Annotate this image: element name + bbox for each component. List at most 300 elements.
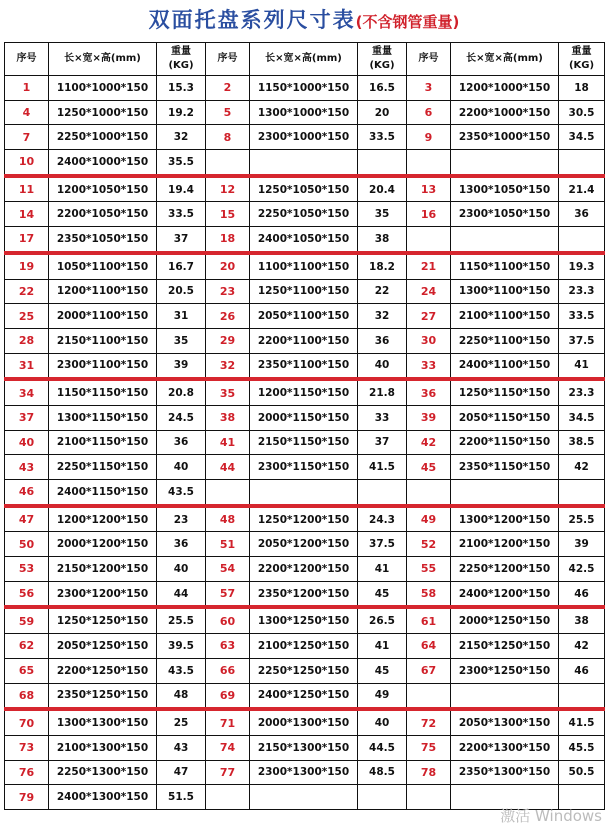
seq-cell: 22 xyxy=(5,279,49,304)
size-cell: 2100*1100*150 xyxy=(451,304,559,329)
size-cell: 2300*1200*150 xyxy=(49,581,157,607)
weight-cell: 25.5 xyxy=(157,607,206,633)
page-title xyxy=(0,0,608,40)
size-cell: 2400*1100*150 xyxy=(451,353,559,379)
weight-cell: 20 xyxy=(358,100,407,125)
header-row xyxy=(5,43,605,76)
size-cell: 2350*1000*150 xyxy=(451,125,559,150)
table-row xyxy=(5,227,605,253)
size-cell: 1300*1200*150 xyxy=(451,506,559,532)
seq-cell: 50 xyxy=(5,532,49,557)
size-cell: 1300*1000*150 xyxy=(250,100,358,125)
weight-cell: 21.4 xyxy=(559,176,605,202)
weight-cell: 44 xyxy=(157,581,206,607)
weight-cell: 15.3 xyxy=(157,76,206,101)
weight-cell: 24.3 xyxy=(358,506,407,532)
size-cell: 2100*1300*150 xyxy=(49,735,157,760)
seq-cell: 20 xyxy=(206,253,250,279)
seq-cell: 15 xyxy=(206,202,250,227)
size-cell: 1300*1150*150 xyxy=(49,405,157,430)
size-cell: 1300*1100*150 xyxy=(451,279,559,304)
seq-cell: 55 xyxy=(407,557,451,582)
weight-cell: 41.5 xyxy=(358,455,407,480)
seq-cell: 37 xyxy=(5,405,49,430)
seq-cell: 23 xyxy=(206,279,250,304)
seq-cell: 52 xyxy=(407,532,451,557)
size-cell: 2350*1150*150 xyxy=(451,455,559,480)
seq-cell xyxy=(206,480,250,506)
size-cell: 2400*1000*150 xyxy=(49,150,157,176)
seq-cell: 62 xyxy=(5,634,49,659)
weight-cell: 33.5 xyxy=(358,125,407,150)
weight-cell xyxy=(559,480,605,506)
seq-cell: 14 xyxy=(5,202,49,227)
size-cell: 2000*1200*150 xyxy=(49,532,157,557)
weight-cell: 40 xyxy=(358,353,407,379)
weight-cell: 35 xyxy=(358,202,407,227)
size-cell: 2400*1050*150 xyxy=(250,227,358,253)
weight-cell: 50.5 xyxy=(559,760,605,785)
header-weight-label: 重量 xyxy=(372,46,392,57)
weight-cell: 37.5 xyxy=(559,328,605,353)
size-cell: 2150*1150*150 xyxy=(250,430,358,455)
seq-cell: 48 xyxy=(206,506,250,532)
seq-cell: 40 xyxy=(5,430,49,455)
seq-cell: 2 xyxy=(206,76,250,101)
size-cell: 2300*1300*150 xyxy=(250,760,358,785)
header-weight-label: 重量 xyxy=(571,46,592,57)
size-cell: 2250*1150*150 xyxy=(49,455,157,480)
size-cell: 2000*1300*150 xyxy=(250,709,358,735)
seq-cell: 13 xyxy=(407,176,451,202)
size-cell: 1250*1100*150 xyxy=(250,279,358,304)
table-row xyxy=(5,735,605,760)
seq-cell: 17 xyxy=(5,227,49,253)
size-cell: 2400*1300*150 xyxy=(49,785,157,810)
size-cell: 1250*1200*150 xyxy=(250,506,358,532)
weight-cell: 25.5 xyxy=(559,506,605,532)
table-row xyxy=(5,607,605,633)
weight-cell: 36 xyxy=(358,328,407,353)
header-size: 长×宽×高(mm) xyxy=(451,43,559,76)
size-cell: 1150*1150*150 xyxy=(49,379,157,405)
seq-cell: 36 xyxy=(407,379,451,405)
seq-cell xyxy=(206,785,250,810)
size-cell: 2350*1200*150 xyxy=(250,581,358,607)
weight-cell: 43.5 xyxy=(157,480,206,506)
size-cell: 1250*1250*150 xyxy=(49,607,157,633)
size-cell: 1250*1150*150 xyxy=(451,379,559,405)
table-row xyxy=(5,125,605,150)
seq-cell: 11 xyxy=(5,176,49,202)
seq-cell: 75 xyxy=(407,735,451,760)
seq-cell: 79 xyxy=(5,785,49,810)
header-seq: 序号 xyxy=(206,43,250,76)
seq-cell: 77 xyxy=(206,760,250,785)
seq-cell: 9 xyxy=(407,125,451,150)
seq-cell: 35 xyxy=(206,379,250,405)
seq-cell: 16 xyxy=(407,202,451,227)
table-row xyxy=(5,353,605,379)
weight-cell: 20.4 xyxy=(358,176,407,202)
seq-cell: 60 xyxy=(206,607,250,633)
size-cell: 2250*1100*150 xyxy=(451,328,559,353)
weight-cell xyxy=(559,150,605,176)
seq-cell: 32 xyxy=(206,353,250,379)
seq-cell: 29 xyxy=(206,328,250,353)
weight-cell: 48.5 xyxy=(358,760,407,785)
size-cell: 2250*1000*150 xyxy=(49,125,157,150)
size-cell: 2200*1050*150 xyxy=(49,202,157,227)
seq-cell: 64 xyxy=(407,634,451,659)
weight-cell: 45 xyxy=(358,581,407,607)
size-cell: 2050*1100*150 xyxy=(250,304,358,329)
weight-cell: 44.5 xyxy=(358,735,407,760)
seq-cell: 44 xyxy=(206,455,250,480)
size-cell: 1300*1050*150 xyxy=(451,176,559,202)
weight-cell: 37 xyxy=(157,227,206,253)
weight-cell: 20.8 xyxy=(157,379,206,405)
size-cell: 2000*1150*150 xyxy=(250,405,358,430)
pallet-size-table xyxy=(4,42,605,810)
size-cell: 2200*1100*150 xyxy=(250,328,358,353)
seq-cell: 42 xyxy=(407,430,451,455)
weight-cell: 41 xyxy=(358,557,407,582)
weight-cell: 32 xyxy=(358,304,407,329)
header-weight xyxy=(157,43,206,76)
table-row xyxy=(5,304,605,329)
seq-cell: 58 xyxy=(407,581,451,607)
weight-cell: 31 xyxy=(157,304,206,329)
seq-cell: 5 xyxy=(206,100,250,125)
seq-cell xyxy=(407,480,451,506)
weight-cell: 33.5 xyxy=(157,202,206,227)
size-cell xyxy=(451,227,559,253)
weight-cell: 19.4 xyxy=(157,176,206,202)
weight-cell: 16.5 xyxy=(358,76,407,101)
seq-cell: 63 xyxy=(206,634,250,659)
seq-cell: 7 xyxy=(5,125,49,150)
header-size: 长×宽×高(mm) xyxy=(49,43,157,76)
weight-cell: 36 xyxy=(559,202,605,227)
header-seq: 序号 xyxy=(5,43,49,76)
seq-cell: 28 xyxy=(5,328,49,353)
weight-cell: 40 xyxy=(157,557,206,582)
weight-cell: 22 xyxy=(358,279,407,304)
weight-cell: 33.5 xyxy=(559,304,605,329)
size-cell xyxy=(451,150,559,176)
weight-cell xyxy=(559,683,605,709)
table-row xyxy=(5,328,605,353)
seq-cell: 46 xyxy=(5,480,49,506)
title-subtitle: (不含钢管重量) xyxy=(355,13,460,31)
weight-cell: 36 xyxy=(157,532,206,557)
seq-cell: 10 xyxy=(5,150,49,176)
weight-cell: 36 xyxy=(157,430,206,455)
weight-cell: 16.7 xyxy=(157,253,206,279)
table-row xyxy=(5,557,605,582)
weight-cell: 49 xyxy=(358,683,407,709)
weight-cell: 46 xyxy=(559,581,605,607)
size-cell: 1200*1000*150 xyxy=(451,76,559,101)
seq-cell: 67 xyxy=(407,658,451,683)
weight-cell: 38.5 xyxy=(559,430,605,455)
table-row xyxy=(5,658,605,683)
size-cell: 2150*1250*150 xyxy=(451,634,559,659)
table-row xyxy=(5,480,605,506)
weight-cell: 38 xyxy=(358,227,407,253)
seq-cell: 71 xyxy=(206,709,250,735)
header-weight-unit: (KG) xyxy=(168,60,194,71)
weight-cell: 34.5 xyxy=(559,125,605,150)
seq-cell: 30 xyxy=(407,328,451,353)
weight-cell: 30.5 xyxy=(559,100,605,125)
weight-cell: 41 xyxy=(559,353,605,379)
weight-cell: 41 xyxy=(358,634,407,659)
seq-cell: 41 xyxy=(206,430,250,455)
seq-cell: 39 xyxy=(407,405,451,430)
weight-cell: 23.3 xyxy=(559,379,605,405)
weight-cell: 39.5 xyxy=(157,634,206,659)
title-main: 双面托盘系列尺寸表 xyxy=(148,8,356,32)
seq-cell xyxy=(407,227,451,253)
seq-cell: 49 xyxy=(407,506,451,532)
size-cell: 2350*1250*150 xyxy=(49,683,157,709)
weight-cell: 43.5 xyxy=(157,658,206,683)
seq-cell: 74 xyxy=(206,735,250,760)
seq-cell: 31 xyxy=(5,353,49,379)
seq-cell: 73 xyxy=(5,735,49,760)
weight-cell: 48 xyxy=(157,683,206,709)
seq-cell xyxy=(407,785,451,810)
seq-cell: 56 xyxy=(5,581,49,607)
size-cell: 2300*1050*150 xyxy=(451,202,559,227)
weight-cell: 39 xyxy=(157,353,206,379)
weight-cell: 51.5 xyxy=(157,785,206,810)
seq-cell: 78 xyxy=(407,760,451,785)
table-row xyxy=(5,176,605,202)
size-cell: 2050*1150*150 xyxy=(451,405,559,430)
weight-cell: 34.5 xyxy=(559,405,605,430)
seq-cell: 43 xyxy=(5,455,49,480)
seq-cell: 33 xyxy=(407,353,451,379)
table-row xyxy=(5,430,605,455)
seq-cell: 24 xyxy=(407,279,451,304)
weight-cell: 38 xyxy=(559,607,605,633)
size-cell: 2000*1100*150 xyxy=(49,304,157,329)
table-row xyxy=(5,760,605,785)
seq-cell: 6 xyxy=(407,100,451,125)
header-weight-label: 重量 xyxy=(171,46,191,57)
seq-cell: 53 xyxy=(5,557,49,582)
weight-cell: 37.5 xyxy=(358,532,407,557)
table-row xyxy=(5,379,605,405)
seq-cell: 18 xyxy=(206,227,250,253)
weight-cell: 20.5 xyxy=(157,279,206,304)
seq-cell: 3 xyxy=(407,76,451,101)
size-cell: 1250*1050*150 xyxy=(250,176,358,202)
table-row xyxy=(5,683,605,709)
size-cell: 2300*1000*150 xyxy=(250,125,358,150)
size-cell: 1050*1100*150 xyxy=(49,253,157,279)
weight-cell xyxy=(358,785,407,810)
seq-cell: 54 xyxy=(206,557,250,582)
weight-cell: 40 xyxy=(358,709,407,735)
header-weight xyxy=(559,43,605,76)
weight-cell: 21.8 xyxy=(358,379,407,405)
weight-cell: 42 xyxy=(559,455,605,480)
seq-cell: 19 xyxy=(5,253,49,279)
size-cell xyxy=(250,150,358,176)
size-cell: 1100*1000*150 xyxy=(49,76,157,101)
header-seq: 序号 xyxy=(407,43,451,76)
size-cell: 2300*1150*150 xyxy=(250,455,358,480)
size-cell xyxy=(250,785,358,810)
seq-cell: 45 xyxy=(407,455,451,480)
weight-cell: 45 xyxy=(358,658,407,683)
seq-cell: 70 xyxy=(5,709,49,735)
seq-cell xyxy=(407,150,451,176)
table-row xyxy=(5,405,605,430)
weight-cell: 32 xyxy=(157,125,206,150)
size-cell: 1100*1100*150 xyxy=(250,253,358,279)
size-cell: 2050*1200*150 xyxy=(250,532,358,557)
size-cell: 2050*1300*150 xyxy=(451,709,559,735)
weight-cell: 24.5 xyxy=(157,405,206,430)
seq-cell: 4 xyxy=(5,100,49,125)
size-cell: 1300*1250*150 xyxy=(250,607,358,633)
seq-cell: 69 xyxy=(206,683,250,709)
seq-cell: 65 xyxy=(5,658,49,683)
activation-watermark: 激活 Windows xyxy=(500,807,602,825)
seq-cell: 8 xyxy=(206,125,250,150)
size-cell: 1200*1200*150 xyxy=(49,506,157,532)
size-cell: 1300*1300*150 xyxy=(49,709,157,735)
seq-cell: 61 xyxy=(407,607,451,633)
table-row xyxy=(5,506,605,532)
size-cell: 2100*1150*150 xyxy=(49,430,157,455)
size-cell: 1250*1000*150 xyxy=(49,100,157,125)
table-body xyxy=(5,76,605,810)
size-cell: 2250*1300*150 xyxy=(49,760,157,785)
weight-cell: 25 xyxy=(157,709,206,735)
size-cell: 2400*1200*150 xyxy=(451,581,559,607)
size-cell: 2350*1100*150 xyxy=(250,353,358,379)
seq-cell: 76 xyxy=(5,760,49,785)
size-cell: 1200*1100*150 xyxy=(49,279,157,304)
size-cell: 2150*1300*150 xyxy=(250,735,358,760)
size-cell: 2100*1250*150 xyxy=(250,634,358,659)
weight-cell: 46 xyxy=(559,658,605,683)
weight-cell: 35 xyxy=(157,328,206,353)
seq-cell: 51 xyxy=(206,532,250,557)
table-row xyxy=(5,455,605,480)
size-cell xyxy=(250,480,358,506)
table-row xyxy=(5,150,605,176)
weight-cell: 42.5 xyxy=(559,557,605,582)
weight-cell: 18 xyxy=(559,76,605,101)
size-cell: 2400*1150*150 xyxy=(49,480,157,506)
size-cell: 2250*1200*150 xyxy=(451,557,559,582)
seq-cell: 26 xyxy=(206,304,250,329)
size-cell: 2350*1050*150 xyxy=(49,227,157,253)
table-row xyxy=(5,202,605,227)
weight-cell: 47 xyxy=(157,760,206,785)
size-cell: 2200*1200*150 xyxy=(250,557,358,582)
size-cell: 2200*1300*150 xyxy=(451,735,559,760)
size-cell: 2400*1250*150 xyxy=(250,683,358,709)
weight-cell: 26.5 xyxy=(358,607,407,633)
weight-cell: 19.3 xyxy=(559,253,605,279)
weight-cell: 43 xyxy=(157,735,206,760)
table-row xyxy=(5,253,605,279)
weight-cell: 42 xyxy=(559,634,605,659)
size-cell: 2200*1150*150 xyxy=(451,430,559,455)
table-row xyxy=(5,709,605,735)
header-weight xyxy=(358,43,407,76)
table-row xyxy=(5,581,605,607)
seq-cell: 12 xyxy=(206,176,250,202)
seq-cell: 66 xyxy=(206,658,250,683)
weight-cell: 39 xyxy=(559,532,605,557)
size-cell: 2150*1200*150 xyxy=(49,557,157,582)
header-weight-unit: (KG) xyxy=(369,60,395,71)
header-weight-unit: (KG) xyxy=(568,60,595,71)
weight-cell: 41.5 xyxy=(559,709,605,735)
weight-cell: 19.2 xyxy=(157,100,206,125)
seq-cell: 72 xyxy=(407,709,451,735)
weight-cell xyxy=(559,227,605,253)
size-cell: 1200*1050*150 xyxy=(49,176,157,202)
size-cell: 2250*1050*150 xyxy=(250,202,358,227)
weight-cell: 40 xyxy=(157,455,206,480)
weight-cell: 37 xyxy=(358,430,407,455)
weight-cell: 23 xyxy=(157,506,206,532)
size-cell xyxy=(451,683,559,709)
table-row xyxy=(5,100,605,125)
seq-cell: 59 xyxy=(5,607,49,633)
weight-cell: 33 xyxy=(358,405,407,430)
seq-cell: 21 xyxy=(407,253,451,279)
size-cell: 2300*1250*150 xyxy=(451,658,559,683)
weight-cell: 23.3 xyxy=(559,279,605,304)
seq-cell: 38 xyxy=(206,405,250,430)
table-row xyxy=(5,76,605,101)
size-cell xyxy=(451,480,559,506)
table-row xyxy=(5,634,605,659)
seq-cell xyxy=(206,150,250,176)
size-cell: 2200*1250*150 xyxy=(49,658,157,683)
seq-cell xyxy=(407,683,451,709)
seq-cell: 34 xyxy=(5,379,49,405)
size-cell: 2200*1000*150 xyxy=(451,100,559,125)
weight-cell xyxy=(358,480,407,506)
seq-cell: 25 xyxy=(5,304,49,329)
size-cell: 1150*1000*150 xyxy=(250,76,358,101)
size-cell: 2350*1300*150 xyxy=(451,760,559,785)
weight-cell: 18.2 xyxy=(358,253,407,279)
size-cell: 2300*1100*150 xyxy=(49,353,157,379)
seq-cell: 1 xyxy=(5,76,49,101)
table-row xyxy=(5,532,605,557)
size-cell: 2100*1200*150 xyxy=(451,532,559,557)
seq-cell: 57 xyxy=(206,581,250,607)
size-cell: 1150*1100*150 xyxy=(451,253,559,279)
header-size: 长×宽×高(mm) xyxy=(250,43,358,76)
weight-cell xyxy=(358,150,407,176)
seq-cell: 27 xyxy=(407,304,451,329)
size-cell: 2050*1250*150 xyxy=(49,634,157,659)
